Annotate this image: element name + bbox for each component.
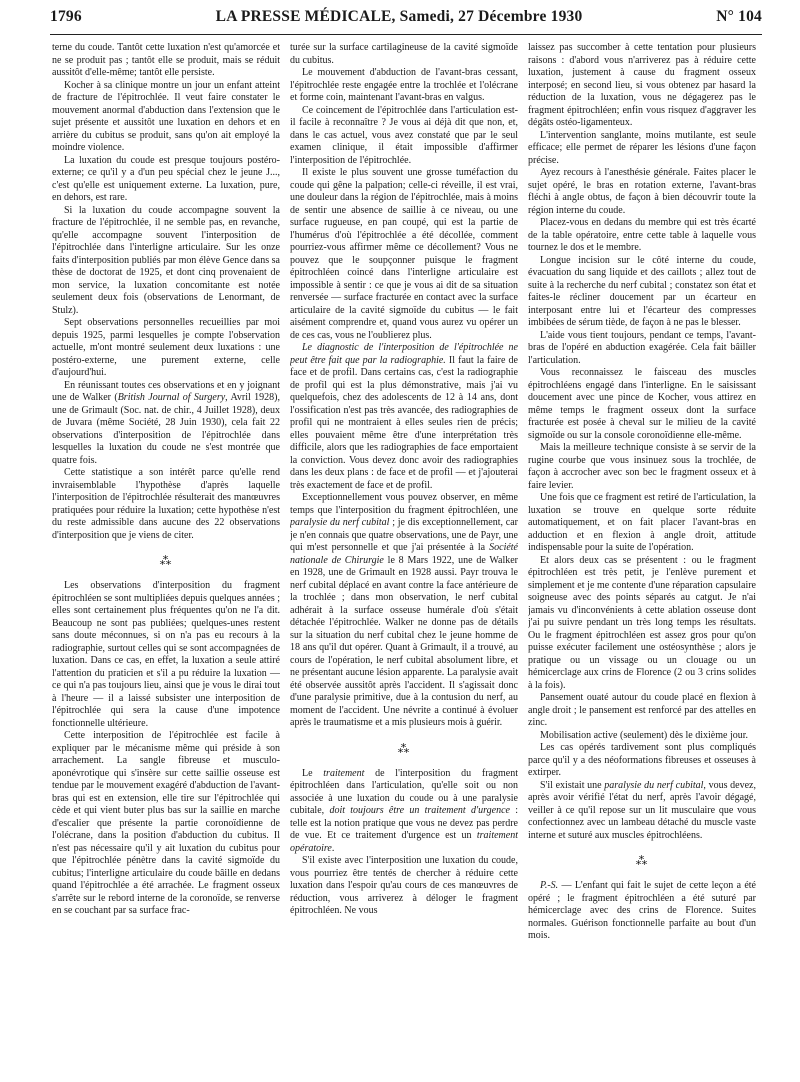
- column-1: [52, 42, 280, 1078]
- text-run: , Avril 1928), une de Grimault (Soc. nat. de chir., 4 Juillet 1928), deux de Juvara (même Société, 28 Juin 1930), cela fait 22 observations d'interposition de l'épitrochlée dans lesquelles la luxation du coude ne s'est montrée que quatre fois.: [52, 392, 280, 466]
- text-run: Le: [302, 767, 324, 779]
- italic-statement: Le diagnostic de l'interposition de l'épitrochlée ne peut être fait que par la radiographie.: [290, 342, 518, 366]
- paragraph: Il existe le plus souvent une grosse tuméfaction du coude qui gêne la palpation; celle-ci réveille, il est vrai, une douleur dans la région de l'épitrochlée, mais à moins de sentir une absence de saillie à ce niveau, ou une surface rugueuse, en pan coupé, qui est la partie de l'humérus d'où l'épitrochlée a été décollée, comment pourriez-vous affirmer même ce décollement? Vous ne pouvez que le soupçonner puisque le fragment épitrochléen coincé dans l'interligne articulaire est impossible à sentir : ce que je vous ai dit de sa situation renversée — surface fracturée en contact avec la surface articulaire de la cavité sigmoïde du cubitus — le fait aisément comprendre et, quand vous aurez vu opérer un de ces cas, vous ne l'oublierez plus.: [290, 167, 518, 341]
- paragraph: terne du coude. Tantôt cette luxation n'est qu'amorcée et ne se produit pas ; tantôt elle se produit, mais se réduit aussitôt d'elle-même; tantôt elle persiste.: [52, 42, 280, 78]
- paragraph: S'il existe avec l'interposition une luxation du coude, vous pourriez être tentés de chercher à réduire cette luxation dans l'espoir qu'au cours de ces manœuvres de réduction, vous arriverez à déloger le fragment épitrochléen. Ne vous: [290, 855, 518, 916]
- paragraph: Une fois que ce fragment est retiré de l'articulation, la luxation se trouve en quelque sorte réduite automatiquement, et on fait placer l'avant-bras en adduction et en flexion à angle droit, attitude indispensable pour la suite de l'opération.: [528, 492, 756, 553]
- paragraph: L'intervention sanglante, moins mutilante, est seule efficace; elle permet de réparer les lésions d'une façon précise.: [528, 129, 756, 166]
- header-rule: [50, 34, 762, 35]
- paragraph: [290, 492, 518, 730]
- text-run: S'il existait une: [540, 779, 605, 791]
- issue-number: N° 104: [716, 8, 762, 25]
- journal-title: LA PRESSE MÉDICALE, Samedi, 27 Décembre 1930: [215, 8, 583, 25]
- text-run: ; je dis exceptionnellement, car je n'en connais que quatre observations, une de Payr, une qui m'est personnelle et que j'ai présentée à la: [290, 517, 518, 553]
- paragraph: Les cas opérés tardivement sont plus compliqués parce qu'il y a des néoformations fibreuses et osseuses à extirper.: [528, 742, 756, 778]
- paragraph: Mobilisation active (seulement) dès le dixième jour.: [540, 729, 749, 741]
- postscript: [528, 880, 756, 943]
- page-header: [50, 8, 762, 32]
- paragraph: Vous reconnaissez le faisceau des muscles épitrochléens engagé dans l'interligne. En le saisissant doucement avec une pince de Kocher, vous attirez en même temps le fragment osseux dont la surface fracturée est posée à cheval sur le milieu de la cavité sigmoïde ou sur la console coronoïdienne elle-même.: [528, 367, 756, 441]
- paragraph: Longue incision sur le côté interne du coude, évacuation du sang liquide et des caillots ; allez tout de suite à la recherche du nerf cubital ; constatez son état et faites-le récliner doucement par un écarteur en interposant entre lui et l'écarteur des compresses imbibées de sérum tiède, de façon à ne pas le blesser.: [528, 254, 756, 328]
- text-run: de l'interposition du fragment épitrochléen dans l'articulation, qu'elle soit ou non associée à une luxation du coude ou à une paralysie cubitale,: [290, 767, 518, 816]
- paragraph: Mais la meilleure technique consiste à se servir de la rugine courbe que vous insinuez sous la trochlée, de façon à accrocher avec son bec le fragment osseux et à faire levier.: [528, 442, 756, 491]
- paragraph: Le mouvement d'abduction de l'avant-bras cessant, l'épitrochlée reste engagée entre la trochlée et l'olécrane et forme coin, maintenant l'avant-bras en valgus.: [290, 67, 518, 103]
- text-run: , vous devez, après avoir vérifié l'état du nerf, après l'avoir dégagé, veiller à ce qu'il repose sur un lit musculaire que vous confectionnez avec un lambeau détaché du muscle vaste interne et suturé aux muscles épitrochléens.: [528, 779, 756, 841]
- society-citation: Société nationale de Chirurgie: [290, 542, 518, 566]
- paragraph: [528, 780, 756, 843]
- text-run: le 8 Mars 1922, une de Walker en 1928, une de Grimault en 1928 aussi. Payr trouva le nerf cubital déplacé en avant contre la face antérieure de la trochlée ; dans mon observation, le nerf cubital adhérait à la surface osseuse humérale d'où s'était détachée l'épitrochlée. Walker ne donne pas de détails sur la situation du nerf cubital chez le jeune homme de 18 ans qu'il dut opérer. Quant à Grimault, il a trouvé, au cours de l'opération, le nerf cubital absolument libre, et ne présentant aucune lésion apparente. La paralysie avait été observée aussitôt après l'accident. Il s'agissait donc d'une paralysie primitive, due à la contusion du nerf, au moment de l'accident. Une névrite a continué à évoluer après le traumatisme et a mis plusieurs mois à guérir.: [290, 554, 518, 728]
- section-asterism: ⁂: [635, 854, 649, 868]
- paragraph: Ce coincement de l'épitrochlée dans l'articulation est-il facile à reconnaître ? Je vous ai déjà dit que non, et, dans le cas actuel, vous avez constaté que par le seul examen clinique, il était impossible d'affirmer l'interposition de l'épitrochlée.: [290, 104, 518, 166]
- section-asterism: ⁂: [397, 741, 411, 756]
- paragraph: L'aide vous tient toujours, pendant ce temps, l'avant-bras de l'opéré en abduction exagérée. Cela fait bâiller l'articulation.: [528, 329, 756, 366]
- paragraph: [290, 768, 518, 856]
- italic-term: traitement opératoire: [290, 830, 518, 854]
- text-run: .: [331, 842, 335, 854]
- paragraph: Et alors deux cas se présentent : ou le fragment épitrochléen est très petit, je l'enlève purement et simplement et je me contente d'une réparation capsulaire soigneuse avec des points séparés au catgut. Je n'ai jamais vu d'inconvénients à cette ablation osseuse dont j'ai pu suivre pendant un très long temps les résultats. Ou le fragment épitrochléen est assez gros pour qu'on puisse exécuter facilement une ostéosynthèse ; alors je pratique ou un vissage ou un clouage ou un hémicerclage aux crins de Florence (2 ou 3 crins solides à la fois).: [528, 554, 756, 691]
- italic-term: traitement: [323, 767, 365, 779]
- paragraph: Cette interposition de l'épitrochlée est facile à expliquer par le mécanisme même qui préside à son arrachement. La sangle fibreuse et musculo-aponévrotique qui s'insère sur cette saillie osseuse est tendue par le mouvement exagéré d'abduction de l'avant-bras qui est en extension, elle tire sur l'épitrochlée qui cède et qui vient buter plus bas sur la saillie en marche d'escalier que présente la partie coronoïdienne de l'olécrane, dans la position d'abduction du cubitus. Il n'est pas nécessaire qu'il y ait luxation du cubitus pour que l'épitrochlée pénètre dans la cavité sigmoïde du cubitus; l'interligne articulaire du coude bâille en dedans quand l'épitrochlée a été arrachée. Le fragment osseux s'arrête sur le rebord interne de la coronoïde, se renverse en se couchant par sa surface frac-: [52, 730, 280, 916]
- text-run: Exceptionnellement vous pouvez observer, en même temps que l'interposition du fragment épitrochléen, une: [290, 492, 518, 516]
- paragraph: Cette statistique a son intérêt parce qu'elle rend invraisemblable l'hypothèse d'après laquelle l'interposition de l'épitrochlée résulterait des manœuvres pratiquées pour réduire la luxation; cette hypothèse n'est du reste admissible dans aucune des 22 observations d'interposition que je viens de citer.: [52, 467, 280, 541]
- postscript-label: P.-S.: [540, 880, 559, 891]
- page-number: 1796: [50, 8, 82, 25]
- paragraph: Ayez recours à l'anesthésie générale. Faites placer le sujet opéré, le bras en rotation externe, l'avant-bras fléchi à angle obtus, de façon à bien découvrir toute la région interne du coude.: [528, 167, 756, 216]
- paragraph: Kocher à sa clinique montre un jour un enfant atteint de fracture de l'épitrochlée. Il veut faire constater le mouvement anormal d'abduction dans l'extension que le sujet présente et aussitôt une luxation en dehors et en arrière du cubitus se produit, sans qu'on ait employé la moindre violence.: [52, 79, 280, 153]
- paragraph: Les observations d'interposition du fragment épitrochléen se sont multipliées depuis quelques années ; elles sont certainement plus fréquentes qu'on ne l'a dit. Beaucoup ne sont pas publiées; quelques-unes restent sans doute méconnues, si on n'a pas eu recours à la radiographie, surtout celles qui se sont accompagnées de luxation. Dans ce cas, en effet, la luxation a seule attiré l'attention du praticien et s'il a pu réduire la luxation — ce qui n'a pas toujours lieu, ainsi que je vous le dirai tout à l'heure — il a laissé subsister une interposition de l'épitrochlée qui sera la cause d'une impotence fonctionnelle ultérieure.: [52, 580, 280, 729]
- column-3: [528, 42, 756, 1078]
- paragraph: Si la luxation du coude accompagne souvent la fracture de l'épitrochlée, il ne semble pas, en revanche, qu'elle accompagne souvent l'interposition de l'épitrochlée dans l'interligne articulaire. Sur les onze faits d'interposition publiés par mon élève Gence dans sa thèse de doctorat de 1925, et dont cinq provenaient de mon service, la luxation concomitante est notée seulement deux fois (observations de Lenormant, de Stulz).: [52, 204, 280, 316]
- journal-citation: British Journal of Surgery: [117, 392, 226, 403]
- italic-term: paralysie du nerf cubital: [604, 779, 704, 791]
- text-run: — L'enfant qui fait le sujet de cette leçon a été opéré ; le fragment épitrochléen a été suturé par hémicerclage avec des crins de Florence. Suites normales. Guérison fonctionnelle parfaite au bout d'un mois.: [528, 880, 756, 941]
- paragraph: Pansement ouaté autour du coude placé en flexion à angle droit ; le pansement est renforcé par des attelles en zinc.: [528, 692, 756, 728]
- column-2: [290, 42, 518, 1078]
- paragraph: [290, 342, 518, 492]
- paragraph: Sept observations personnelles recueillies par moi depuis 1925, parmi lesquelles je compte l'observation actuelle, m'ont montré seulement deux luxations : une postéro-externe, une purement externe, celle d'aujourd'hui.: [52, 317, 280, 378]
- paragraph: turée sur la surface cartilagineuse de la cavité sigmoïde du cubitus.: [290, 42, 518, 66]
- paragraph: La luxation du coude est presque toujours postéro-externe; ce qu'il y a d'un peu spécial chez le jeune J..., c'est qu'elle est uniquement externe. La luxation, pure, en dehors, est rare.: [52, 154, 280, 203]
- text-run: En réunissant toutes ces observations et en y joignant une de Walker (: [52, 379, 280, 403]
- italic-term: doit toujours être un traitement d'urgence: [329, 805, 510, 816]
- text-run: Il faut la faire de face et de profil. Dans certains cas, c'est la radiographie de profil qui est la plus démonstrative, mais j'ai vu quelquefois, chez des adolescents de 12 à 14 ans, dont l'ossification n'est pas très avancée, des radiographies de profil qui ne montraient à elles seules rien de précis; elles pouvaient même être d'une interprétation très difficile, alors que les radiographies de face emportaient la conviction. Vous devez donc avoir des radiographies dans les deux plans : de face et de profil — et j'ajouterai très exactement de face et de profil.: [290, 354, 518, 491]
- paragraph: [52, 380, 280, 468]
- italic-term: paralysie du nerf cubital: [290, 517, 390, 528]
- paragraph: laissez pas succomber à cette tentation pour plusieurs raisons : d'abord vous n'arriverez pas à réduire cette luxation, justement à cause du fragment osseux interposé; en second lieu, si vous obtenez par hasard la réduction de la luxation, vous ne dégagerez pas le fragment épitrochléen; enfin vous risquez d'aggraver les dégâts ostéo-ligamenteux.: [528, 42, 756, 128]
- text-run: : telle est la notion pratique que vous ne devez pas perdre de vue. Et ce traitement d'urgence est un: [290, 805, 518, 841]
- section-asterism: ⁂: [159, 554, 173, 568]
- paragraph: Placez-vous en dedans du membre qui est très écarté de la table opératoire, entre cette table à laquelle vous tournez le dos et le membre.: [528, 217, 756, 253]
